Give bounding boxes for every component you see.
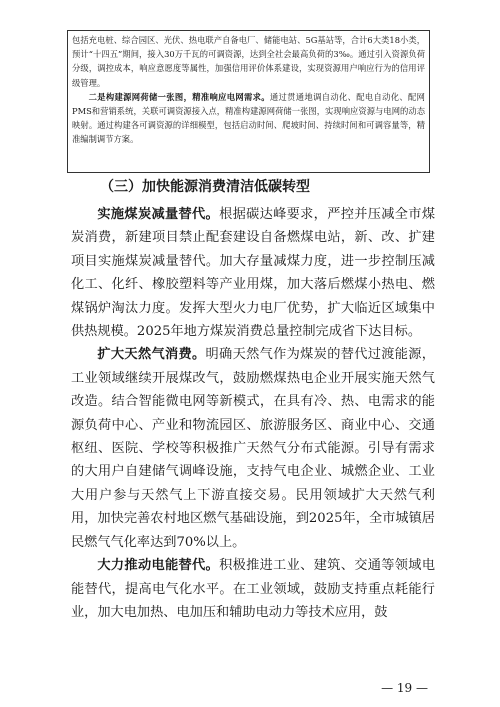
box-paragraph-2-lead: 二是构建源网荷储一张图，精准响应电网需求。: [88, 91, 270, 102]
case-study-box: [67, 30, 430, 173]
section-heading: （三）加快能源消费清洁低碳转型: [100, 179, 310, 195]
paragraph-lead: 实施煤炭减量替代。: [97, 207, 220, 222]
box-paragraph-1: 包括充电桩、综合园区、光伏、热电联产自备电厂、储能电站、5G基站等，合计6大类18小类，预计“十四五”期间，接入30万千瓦的可调资源，达到全社会最高负荷的3‰。通过引入资源负荷分级，调控成本，响应意愿度等属性，加强信用评价体系建设，实现资源用户响应行为的信用评级管理。: [72, 35, 425, 88]
box-paragraph-2-text: 通过贯通地调自动化、配电自动化、配网PMS和营销系统，关联可调资源接入点，精准构建源网荷储一张图，实现响应资源与电网的动态映射。通过构建各可调资源的详细模型，包括启动时间、爬坡时间、持续时间和可调容量等，精准编制调节方案。: [72, 91, 425, 145]
paragraph-lead: 大力推动电能替代。: [97, 558, 220, 574]
paragraph-text: 明确天然气作为煤炭的替代过渡能源，工业领域继续开展煤改气，鼓励燃煤热电企业开展实施天然气改造。结合智能微电网等新模式，在具有冷、热、电需求的能源负荷中心、产业和物流园区、旅游服务区、商业中心、交通枢纽、医院、学校等积极推广天然气分布式能源。引导有需求的大用户自建储气调峰设施，支持气电企业、城燃企业、工业大用户参与天然气上下游直接交易。民用领域扩大天然气利用，加快完善农村地区燃气基础设施，到2025年，全市城镇居民燃气气化率达到70%以上。: [71, 347, 435, 550]
body-text: [71, 203, 435, 651]
page-number: — 19 —: [381, 681, 428, 695]
box-paragraph-2: [72, 90, 425, 147]
paragraph-text: 积极推进工业、建筑、交通等领域电能替代，提高电气化水平。在工业领域，鼓励支持重点耗能行业，加大电加热、电加压和辅助电动力等技术应用，鼓: [71, 558, 435, 620]
body-paragraph: [71, 203, 435, 343]
body-paragraph: [71, 343, 435, 554]
paragraph-lead: 扩大天然气消费。: [97, 347, 206, 363]
paragraph-text: 根据碳达峰要求，严控并压减全市煤炭消费，新建项目禁止配套建设自备燃煤电站，新、改、扩建项目实施煤炭减量替代。加大存量减煤力度，进一步控制压减化工、化纤、橡胶塑料等产业用煤，加大落后燃煤小热电、燃煤锅炉淘汰力度。发挥大型火力电厂优势，扩大临近区域集中供热规模。2025年地方煤炭消费总量控制完成省下达目标。: [71, 207, 435, 340]
body-paragraph: [71, 554, 435, 624]
